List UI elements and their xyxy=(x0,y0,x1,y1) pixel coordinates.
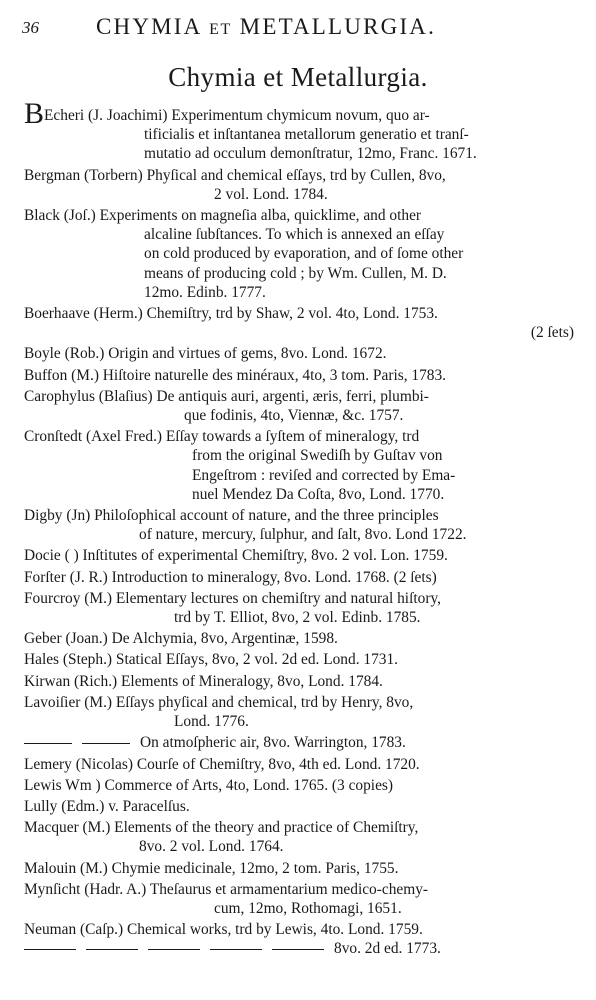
entry-kirwan xyxy=(24,672,584,691)
entry-line: alcaline ſubſtances. To which is annexed an eſſay xyxy=(144,226,445,244)
drop-cap: B xyxy=(24,97,45,130)
entry-boyle xyxy=(24,344,584,363)
entry-line: Mynſicht (Hadr. A.) Theſaurus et armamentarium medico-chemy- xyxy=(24,880,429,898)
running-head-right: METALLURGIA. xyxy=(239,14,437,39)
entry-lewis xyxy=(24,776,584,795)
ditto-dash xyxy=(24,949,76,950)
entry-macquer xyxy=(24,818,584,856)
entry-lavoisier xyxy=(24,693,584,731)
entry-line: Bergman (Torbern) Phyſical and chemical eſſays, trd by Cullen, 8vo, xyxy=(24,166,446,184)
entry-line: trd by T. Elliot, 8vo, 2 vol. Edinb. 1785. xyxy=(174,609,421,627)
entry-line: Forſter (J. R.) Introduction to mineralogy, 8vo. Lond. 1768. (2 ſets) xyxy=(24,568,437,586)
entry-line: Carophylus (Blaſius) De antiquis auri, argenti, æris, ferri, plumbi- xyxy=(24,387,429,405)
entry-line: cum, 12mo, Rothomagi, 1651. xyxy=(214,899,402,917)
entry-line: Neuman (Caſp.) Chemical works, trd by Lewis, 4to. Lond. 1759. xyxy=(24,921,423,939)
entry-line: que fodinis, 4to, Viennæ, &c. 1757. xyxy=(184,407,404,425)
entry-line: 12mo. Edinb. 1777. xyxy=(144,283,266,301)
entry-line: Black (Joſ.) Experiments on magneſia alba, quicklime, and other xyxy=(24,207,422,225)
page-number: 36 xyxy=(22,18,39,37)
entry-mynsicht xyxy=(24,880,584,918)
entry-line: (2 ſets) xyxy=(530,324,574,342)
entry-line: Kirwan (Rich.) Elements of Mineralogy, 8vo, Lond. 1784. xyxy=(24,672,383,690)
entry-black xyxy=(24,206,584,302)
ditto-dash xyxy=(24,743,72,744)
entry-line: On atmoſpheric air, 8vo. Warrington, 1783. xyxy=(140,734,406,752)
ditto-dash xyxy=(86,949,138,950)
page-header xyxy=(22,10,582,46)
entry-lavoisier-2 xyxy=(24,733,584,752)
entry-line: Boyle (Rob.) Origin and virtues of gems, 8vo. Lond. 1672. xyxy=(24,345,387,363)
entry-cronstedt xyxy=(24,427,584,504)
entry-line: Fourcroy (M.) Elementary lectures on chemiſtry and natural hiſtory, xyxy=(24,589,441,607)
entry-line: of nature, mercury, ſulphur, and ſalt, 8vo. Lond 1722. xyxy=(139,526,467,544)
entry-line: Docie ( ) Inſtitutes of experimental Chemiſtry, 8vo. 2 vol. Lon. 1759. xyxy=(24,547,448,565)
bibliography-list xyxy=(24,97,584,961)
entry-line: Boerhaave (Herm.) Chemiſtry, trd by Shaw, 2 vol. 4to, Lond. 1753. xyxy=(24,305,438,323)
entry-docie xyxy=(24,546,584,565)
section-title: Chymia et Metallurgia. xyxy=(168,62,428,92)
entry-lemery xyxy=(24,755,584,774)
entry-line: Engeſtrom : reviſed and corrected by Ema- xyxy=(192,466,456,484)
entry-line: 8vo. 2 vol. Lond. 1764. xyxy=(139,838,284,856)
entry-line: on cold produced by evaporation, and of ſome other xyxy=(144,245,464,263)
entry-buffon xyxy=(24,366,584,385)
entry-lully xyxy=(24,797,584,816)
running-head-left: CHYMIA xyxy=(96,14,202,39)
running-head-mid: ET xyxy=(209,21,232,38)
entry-digby xyxy=(24,506,584,544)
entry-neuman xyxy=(24,920,584,958)
entry-hales xyxy=(24,650,584,669)
entry-line: Lavoiſier (M.) Eſſays phyſical and chemical, trd by Henry, 8vo, xyxy=(24,693,414,711)
ditto-dash xyxy=(148,949,200,950)
entry-becheri xyxy=(24,97,584,164)
entry-line: Lully (Edm.) v. Paracelſus. xyxy=(24,797,190,815)
entry-fourcroy xyxy=(24,589,584,627)
entry-line: nuel Mendez Da Coſta, 8vo, Lond. 1770. xyxy=(192,485,445,503)
entry-line: Buffon (M.) Hiſtoire naturelle des minéraux, 4to, 3 tom. Paris, 1783. xyxy=(24,366,447,384)
entry-line: Hales (Steph.) Statical Eſſays, 8vo, 2 vol. 2d ed. Lond. 1731. xyxy=(24,651,399,669)
entry-line: Geber (Joan.) De Alchymia, 8vo, Argentinæ, 1598. xyxy=(24,630,338,648)
entry-line: Lond. 1776. xyxy=(174,713,249,731)
entry-line: Lewis Wm ) Commerce of Arts, 4to, Lond. 1765. (3 copies) xyxy=(24,776,394,794)
ditto-dash xyxy=(82,743,130,744)
ditto-dash xyxy=(210,949,262,950)
entry-line: Lemery (Nicolas) Courſe of Chemiſtry, 8vo, 4th ed. Lond. 1720. xyxy=(24,755,420,773)
entry-line: 2 vol. Lond. 1784. xyxy=(214,185,328,203)
ditto-dash xyxy=(272,949,324,950)
entry-line: tificialis et inſtantanea metallorum generatio et tranſ- xyxy=(144,126,469,144)
entry-forster xyxy=(24,568,584,587)
entry-boerhaave xyxy=(24,304,584,342)
entry-line: Malouin (M.) Chymie medicinale, 12mo, 2 tom. Paris, 1755. xyxy=(24,859,399,877)
entry-geber xyxy=(24,629,584,648)
entry-line: mutatio ad occulum demonſtratur, 12mo, Franc. 1671. xyxy=(144,145,477,163)
entry-line: means of producing cold ; by Wm. Cullen, M. D. xyxy=(144,264,447,282)
entry-malouin xyxy=(24,859,584,878)
entry-carophylus xyxy=(24,387,584,425)
entry-line: 8vo. 2d ed. 1773. xyxy=(334,940,441,958)
entry-line: from the original Swediſh by Guſtav von xyxy=(192,447,443,465)
running-head xyxy=(96,14,436,40)
entry-line: Cronſtedt (Axel Fred.) Eſſay towards a ſyſtem of mineralogy, trd xyxy=(24,428,420,446)
entry-line: Macquer (M.) Elements of the theory and practice of Chemiſtry, xyxy=(24,819,419,837)
entry-bergman xyxy=(24,166,584,204)
entry-line: Echeri (J. Joachimi) Experimentum chymicum novum, quo ar- xyxy=(44,107,430,124)
entry-line: Digby (Jn) Philoſophical account of nature, and the three principles xyxy=(24,507,439,525)
